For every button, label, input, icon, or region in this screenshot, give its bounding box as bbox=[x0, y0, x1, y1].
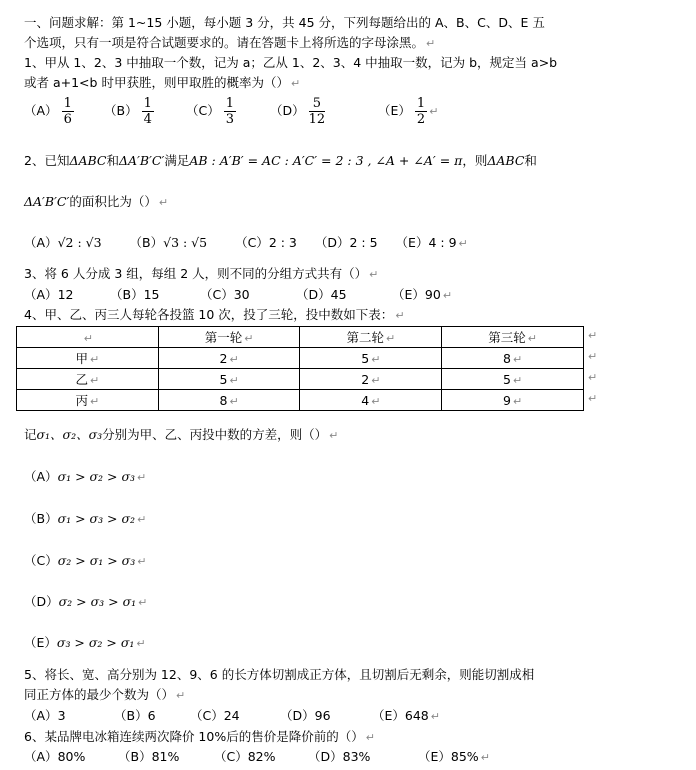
table-cell: 4 ↵ bbox=[300, 390, 442, 411]
option-label: （D） bbox=[280, 708, 315, 723]
cell-mark-icon: ↵ bbox=[385, 332, 396, 345]
question-2-stem-line1 bbox=[24, 152, 537, 170]
paragraph-mark-icon: ↵ bbox=[137, 555, 147, 568]
question-1-option-a[interactable] bbox=[24, 96, 74, 127]
cell-mark-icon: ↵ bbox=[512, 373, 523, 387]
paragraph-mark-icon: ↵ bbox=[429, 105, 439, 118]
cell-mark-icon: ↵ bbox=[527, 332, 537, 345]
numerator: 5 bbox=[309, 96, 326, 112]
row-mark-icon: ↵ bbox=[588, 350, 598, 363]
option-value: 90 bbox=[424, 287, 441, 302]
paragraph-mark-icon: ↵ bbox=[136, 637, 146, 650]
numerator: 1 bbox=[143, 96, 152, 111]
question-4-option-e[interactable] bbox=[24, 634, 146, 653]
text: 一、问题求解：第 1~15 小题，每小题 3 分，共 45 分，下列每题给出的 A、B、C、D、E 五 bbox=[24, 15, 545, 30]
option-label: （E） bbox=[24, 635, 57, 650]
paragraph-mark-icon: ↵ bbox=[458, 237, 468, 250]
option-label: （B） bbox=[114, 708, 148, 723]
question-3-option-e[interactable] bbox=[392, 286, 452, 305]
option-value: 24 bbox=[223, 708, 240, 723]
paragraph-mark-icon: ↵ bbox=[369, 268, 379, 281]
option-label: （A） bbox=[24, 749, 58, 764]
option-value: 2 : 3 bbox=[268, 235, 297, 250]
table-header-cell: 第三轮 ↵ bbox=[442, 327, 584, 348]
question-6-stem bbox=[24, 728, 375, 747]
question-5-option-b[interactable] bbox=[114, 707, 156, 725]
option-value: 30 bbox=[233, 287, 250, 302]
question-5-option-c[interactable] bbox=[190, 707, 240, 725]
question-2-option-d[interactable] bbox=[315, 235, 378, 250]
option-value: 96 bbox=[314, 708, 331, 723]
option-value: 81% bbox=[151, 749, 180, 764]
option-value: σ₂ > σ₃ > σ₁ bbox=[58, 594, 137, 609]
text: 和 bbox=[106, 153, 120, 168]
question-4-option-c[interactable] bbox=[24, 552, 146, 571]
option-value: 80% bbox=[57, 749, 86, 764]
option-label: （A） bbox=[24, 103, 58, 118]
option-value: 85% bbox=[450, 749, 479, 764]
option-label: （C） bbox=[190, 708, 224, 723]
math-triangle: ΔA′B′C′ bbox=[119, 153, 165, 168]
option-label: （A） bbox=[24, 708, 58, 723]
option-label: （A） bbox=[24, 287, 58, 302]
question-6-option-b[interactable] bbox=[118, 748, 179, 766]
cell-mark-icon: ↵ bbox=[244, 332, 254, 345]
question-5-option-a[interactable] bbox=[24, 707, 66, 725]
fraction bbox=[142, 96, 154, 127]
option-label: （B） bbox=[104, 103, 138, 118]
option-value: 12 bbox=[57, 287, 74, 302]
score-table bbox=[16, 326, 584, 411]
math-triangle: ΔA′B′C′ bbox=[24, 194, 70, 209]
question-5-stem-line2 bbox=[24, 686, 185, 705]
question-2-option-a[interactable] bbox=[24, 235, 102, 250]
option-value: 648 bbox=[404, 708, 429, 723]
question-3-option-c[interactable] bbox=[200, 286, 250, 304]
table-row bbox=[17, 390, 584, 411]
table-cell: 8 ↵ bbox=[158, 390, 300, 411]
paragraph-mark-icon: ↵ bbox=[365, 731, 375, 744]
cell-mark-icon: ↵ bbox=[229, 373, 239, 387]
paragraph-mark-icon: ↵ bbox=[329, 429, 339, 442]
table-cell: 5 ↵ bbox=[300, 348, 442, 369]
cell-mark-icon: ↵ bbox=[89, 374, 100, 387]
option-label: （B） bbox=[110, 287, 144, 302]
text: 和 bbox=[524, 153, 537, 168]
question-1-stem-line2 bbox=[24, 74, 300, 93]
option-label: （A） bbox=[24, 469, 58, 484]
option-value: √2 : √3 bbox=[57, 235, 102, 250]
text: ，则 bbox=[462, 153, 488, 168]
cell-mark-icon: ↵ bbox=[229, 394, 239, 408]
question-4-stem bbox=[24, 306, 405, 325]
text: 1、甲从 1、2、3 中抽取一个数，记为 a；乙从 1、2、3、4 中抽取一数，记为 b，规定当 a>b bbox=[24, 55, 558, 70]
cell-mark-icon: ↵ bbox=[371, 352, 381, 366]
option-value: σ₂ > σ₁ > σ₃ bbox=[57, 553, 136, 568]
option-value: σ₃ > σ₂ > σ₁ bbox=[56, 635, 135, 650]
table-cell: 5 ↵ bbox=[158, 369, 300, 390]
row-mark-icon: ↵ bbox=[588, 371, 598, 384]
option-value: 45 bbox=[330, 287, 347, 302]
option-label: （B） bbox=[118, 749, 152, 764]
question-5-stem-line1 bbox=[24, 666, 534, 684]
table-cell: 8 ↵ bbox=[442, 348, 584, 369]
row-mark-icon: ↵ bbox=[588, 392, 598, 405]
option-label: （A） bbox=[24, 235, 58, 250]
option-label: （C） bbox=[24, 553, 58, 568]
option-label: （B） bbox=[129, 235, 164, 250]
question-4-variance-stem bbox=[24, 426, 338, 445]
option-label: （E） bbox=[378, 103, 411, 118]
table-header-cell: 第一轮 ↵ bbox=[158, 327, 300, 348]
question-4-option-a[interactable] bbox=[24, 468, 146, 487]
paragraph-mark-icon: ↵ bbox=[480, 751, 490, 764]
option-label: （C） bbox=[200, 287, 234, 302]
paragraph-mark-icon: ↵ bbox=[290, 77, 301, 90]
table-cell: 9 ↵ bbox=[442, 390, 584, 411]
paragraph-mark-icon: ↵ bbox=[138, 596, 148, 609]
cell-mark-icon: ↵ bbox=[512, 352, 523, 366]
numerator: 1 bbox=[416, 96, 426, 111]
question-3-option-d[interactable] bbox=[296, 286, 347, 304]
option-value: 15 bbox=[143, 287, 160, 302]
text: 5、将长、宽、高分别为 12、9、6 的长方体切割成正方体，且切割后无剩余，则能切割成相 bbox=[24, 667, 535, 682]
question-6-option-e[interactable] bbox=[418, 748, 490, 767]
denominator: 2 bbox=[416, 112, 426, 127]
option-label: （D） bbox=[296, 287, 331, 302]
option-value: √3 : √5 bbox=[163, 235, 208, 250]
question-1-option-d[interactable] bbox=[270, 96, 325, 127]
numerator: 1 bbox=[225, 96, 235, 111]
text: 的面积比为（） bbox=[69, 194, 157, 209]
question-2-option-b[interactable] bbox=[130, 235, 208, 250]
option-value: 2 : 5 bbox=[349, 235, 378, 250]
text: 分别为甲、乙、丙投中数的方差，则（） bbox=[102, 427, 328, 442]
fraction bbox=[62, 96, 74, 127]
table-row bbox=[17, 348, 584, 369]
option-label: （D） bbox=[308, 749, 343, 764]
cell-mark-icon: ↵ bbox=[89, 353, 100, 366]
question-1-option-c[interactable] bbox=[186, 96, 236, 127]
option-label: （E） bbox=[392, 287, 425, 302]
question-1-option-e[interactable] bbox=[378, 96, 438, 127]
cell-mark-icon: ↵ bbox=[89, 395, 100, 408]
question-6-option-c[interactable] bbox=[214, 748, 276, 766]
question-2-option-e[interactable] bbox=[396, 235, 457, 250]
text: 记 bbox=[24, 427, 37, 442]
fraction bbox=[224, 96, 236, 127]
question-2-options bbox=[24, 234, 468, 253]
question-3-option-a[interactable] bbox=[24, 286, 73, 304]
section-instructions-line1 bbox=[24, 14, 545, 32]
text: 满足 bbox=[164, 153, 190, 168]
option-value: 82% bbox=[247, 749, 276, 764]
math-condition: AB : A′B′ = AC : A′C′ = 2 : 3 , ∠A + ∠A′ = π bbox=[189, 153, 463, 168]
text: 同正方体的最少个数为（） bbox=[24, 687, 175, 702]
table-row bbox=[17, 369, 584, 390]
fraction bbox=[309, 96, 326, 127]
table-cell: 2 ↵ bbox=[158, 348, 300, 369]
option-label: （D） bbox=[270, 103, 305, 118]
option-label: （E） bbox=[395, 235, 429, 250]
cell-mark-icon: ↵ bbox=[512, 394, 523, 408]
table-cell: 5 ↵ bbox=[442, 369, 584, 390]
paragraph-mark-icon: ↵ bbox=[395, 309, 405, 322]
section-instructions-line2 bbox=[24, 34, 435, 53]
option-value: 3 bbox=[57, 708, 66, 723]
option-value: 6 bbox=[147, 708, 156, 723]
option-label: （C） bbox=[235, 235, 269, 250]
cell-mark-icon: ↵ bbox=[83, 331, 93, 345]
paragraph-mark-icon: ↵ bbox=[442, 289, 453, 302]
table-cell: 丙 ↵ bbox=[17, 390, 159, 411]
math-triangle: ΔABC bbox=[69, 153, 107, 168]
cell-mark-icon: ↵ bbox=[229, 352, 239, 366]
question-3-stem bbox=[24, 265, 378, 284]
math-variables: σ₁、σ₂、σ₃ bbox=[36, 427, 103, 442]
option-label: （D） bbox=[24, 594, 59, 609]
question-4-option-d[interactable] bbox=[24, 593, 147, 612]
table-header-cell: 第二轮 ↵ bbox=[300, 327, 442, 348]
cell-mark-icon: ↵ bbox=[371, 373, 381, 387]
paragraph-mark-icon: ↵ bbox=[137, 513, 147, 526]
option-label: （E） bbox=[418, 749, 451, 764]
denominator: 6 bbox=[63, 112, 72, 127]
option-value: 4 : 9 bbox=[428, 235, 457, 250]
text: 或者 a+1<b 时甲获胜，则甲取胜的概率为（） bbox=[24, 75, 289, 90]
text: 2、已知 bbox=[24, 153, 70, 168]
text: 3、将 6 人分成 3 组，每组 2 人，则不同的分组方式共有（） bbox=[24, 266, 368, 281]
cell-mark-icon: ↵ bbox=[371, 394, 381, 408]
question-6-option-a[interactable] bbox=[24, 748, 85, 766]
text: 个选项，只有一项是符合试题要求的。请在答题卡上将所选的字母涂黑。 bbox=[24, 35, 425, 50]
table-header-cell bbox=[17, 327, 159, 348]
option-label: （B） bbox=[24, 511, 58, 526]
text: 6、某品牌电冰箱连续两次降价 10%后的售价是降价前的（） bbox=[24, 729, 364, 744]
denominator: 4 bbox=[143, 112, 152, 127]
option-value: σ₁ > σ₂ > σ₃ bbox=[57, 469, 136, 484]
option-label: （C） bbox=[214, 749, 248, 764]
text: 4、甲、乙、丙三人每轮各投篮 10 次，投了三轮，投中数如下表： bbox=[24, 307, 394, 322]
row-mark-icon: ↵ bbox=[588, 329, 598, 342]
paragraph-mark-icon: ↵ bbox=[430, 710, 440, 723]
math-triangle: ΔABC bbox=[487, 153, 525, 168]
option-label: （C） bbox=[186, 103, 220, 118]
question-4-option-b[interactable] bbox=[24, 510, 146, 529]
table-cell: 甲 ↵ bbox=[17, 348, 159, 369]
table-header-row bbox=[17, 327, 584, 348]
question-1-stem-line1 bbox=[24, 54, 557, 72]
option-value: σ₁ > σ₃ > σ₂ bbox=[57, 511, 136, 526]
question-5-option-d[interactable] bbox=[280, 707, 331, 725]
question-1-option-b[interactable] bbox=[104, 96, 154, 127]
option-label: （E） bbox=[372, 708, 405, 723]
denominator: 3 bbox=[225, 112, 235, 127]
paragraph-mark-icon: ↵ bbox=[426, 37, 436, 50]
question-6-option-d[interactable] bbox=[308, 748, 370, 766]
option-label: （D） bbox=[314, 235, 350, 250]
paragraph-mark-icon: ↵ bbox=[137, 471, 147, 484]
question-5-option-e[interactable] bbox=[372, 707, 440, 726]
denominator: 12 bbox=[308, 112, 326, 127]
question-2-stem-line2 bbox=[24, 193, 168, 212]
fraction bbox=[415, 96, 427, 127]
table-cell: 乙 ↵ bbox=[17, 369, 159, 390]
numerator: 1 bbox=[63, 96, 72, 111]
question-2-option-c[interactable] bbox=[235, 235, 297, 250]
option-value: 83% bbox=[342, 749, 371, 764]
question-3-option-b[interactable] bbox=[110, 286, 159, 304]
paragraph-mark-icon: ↵ bbox=[158, 196, 169, 209]
paragraph-mark-icon: ↵ bbox=[176, 689, 186, 702]
table-cell: 2 ↵ bbox=[300, 369, 442, 390]
